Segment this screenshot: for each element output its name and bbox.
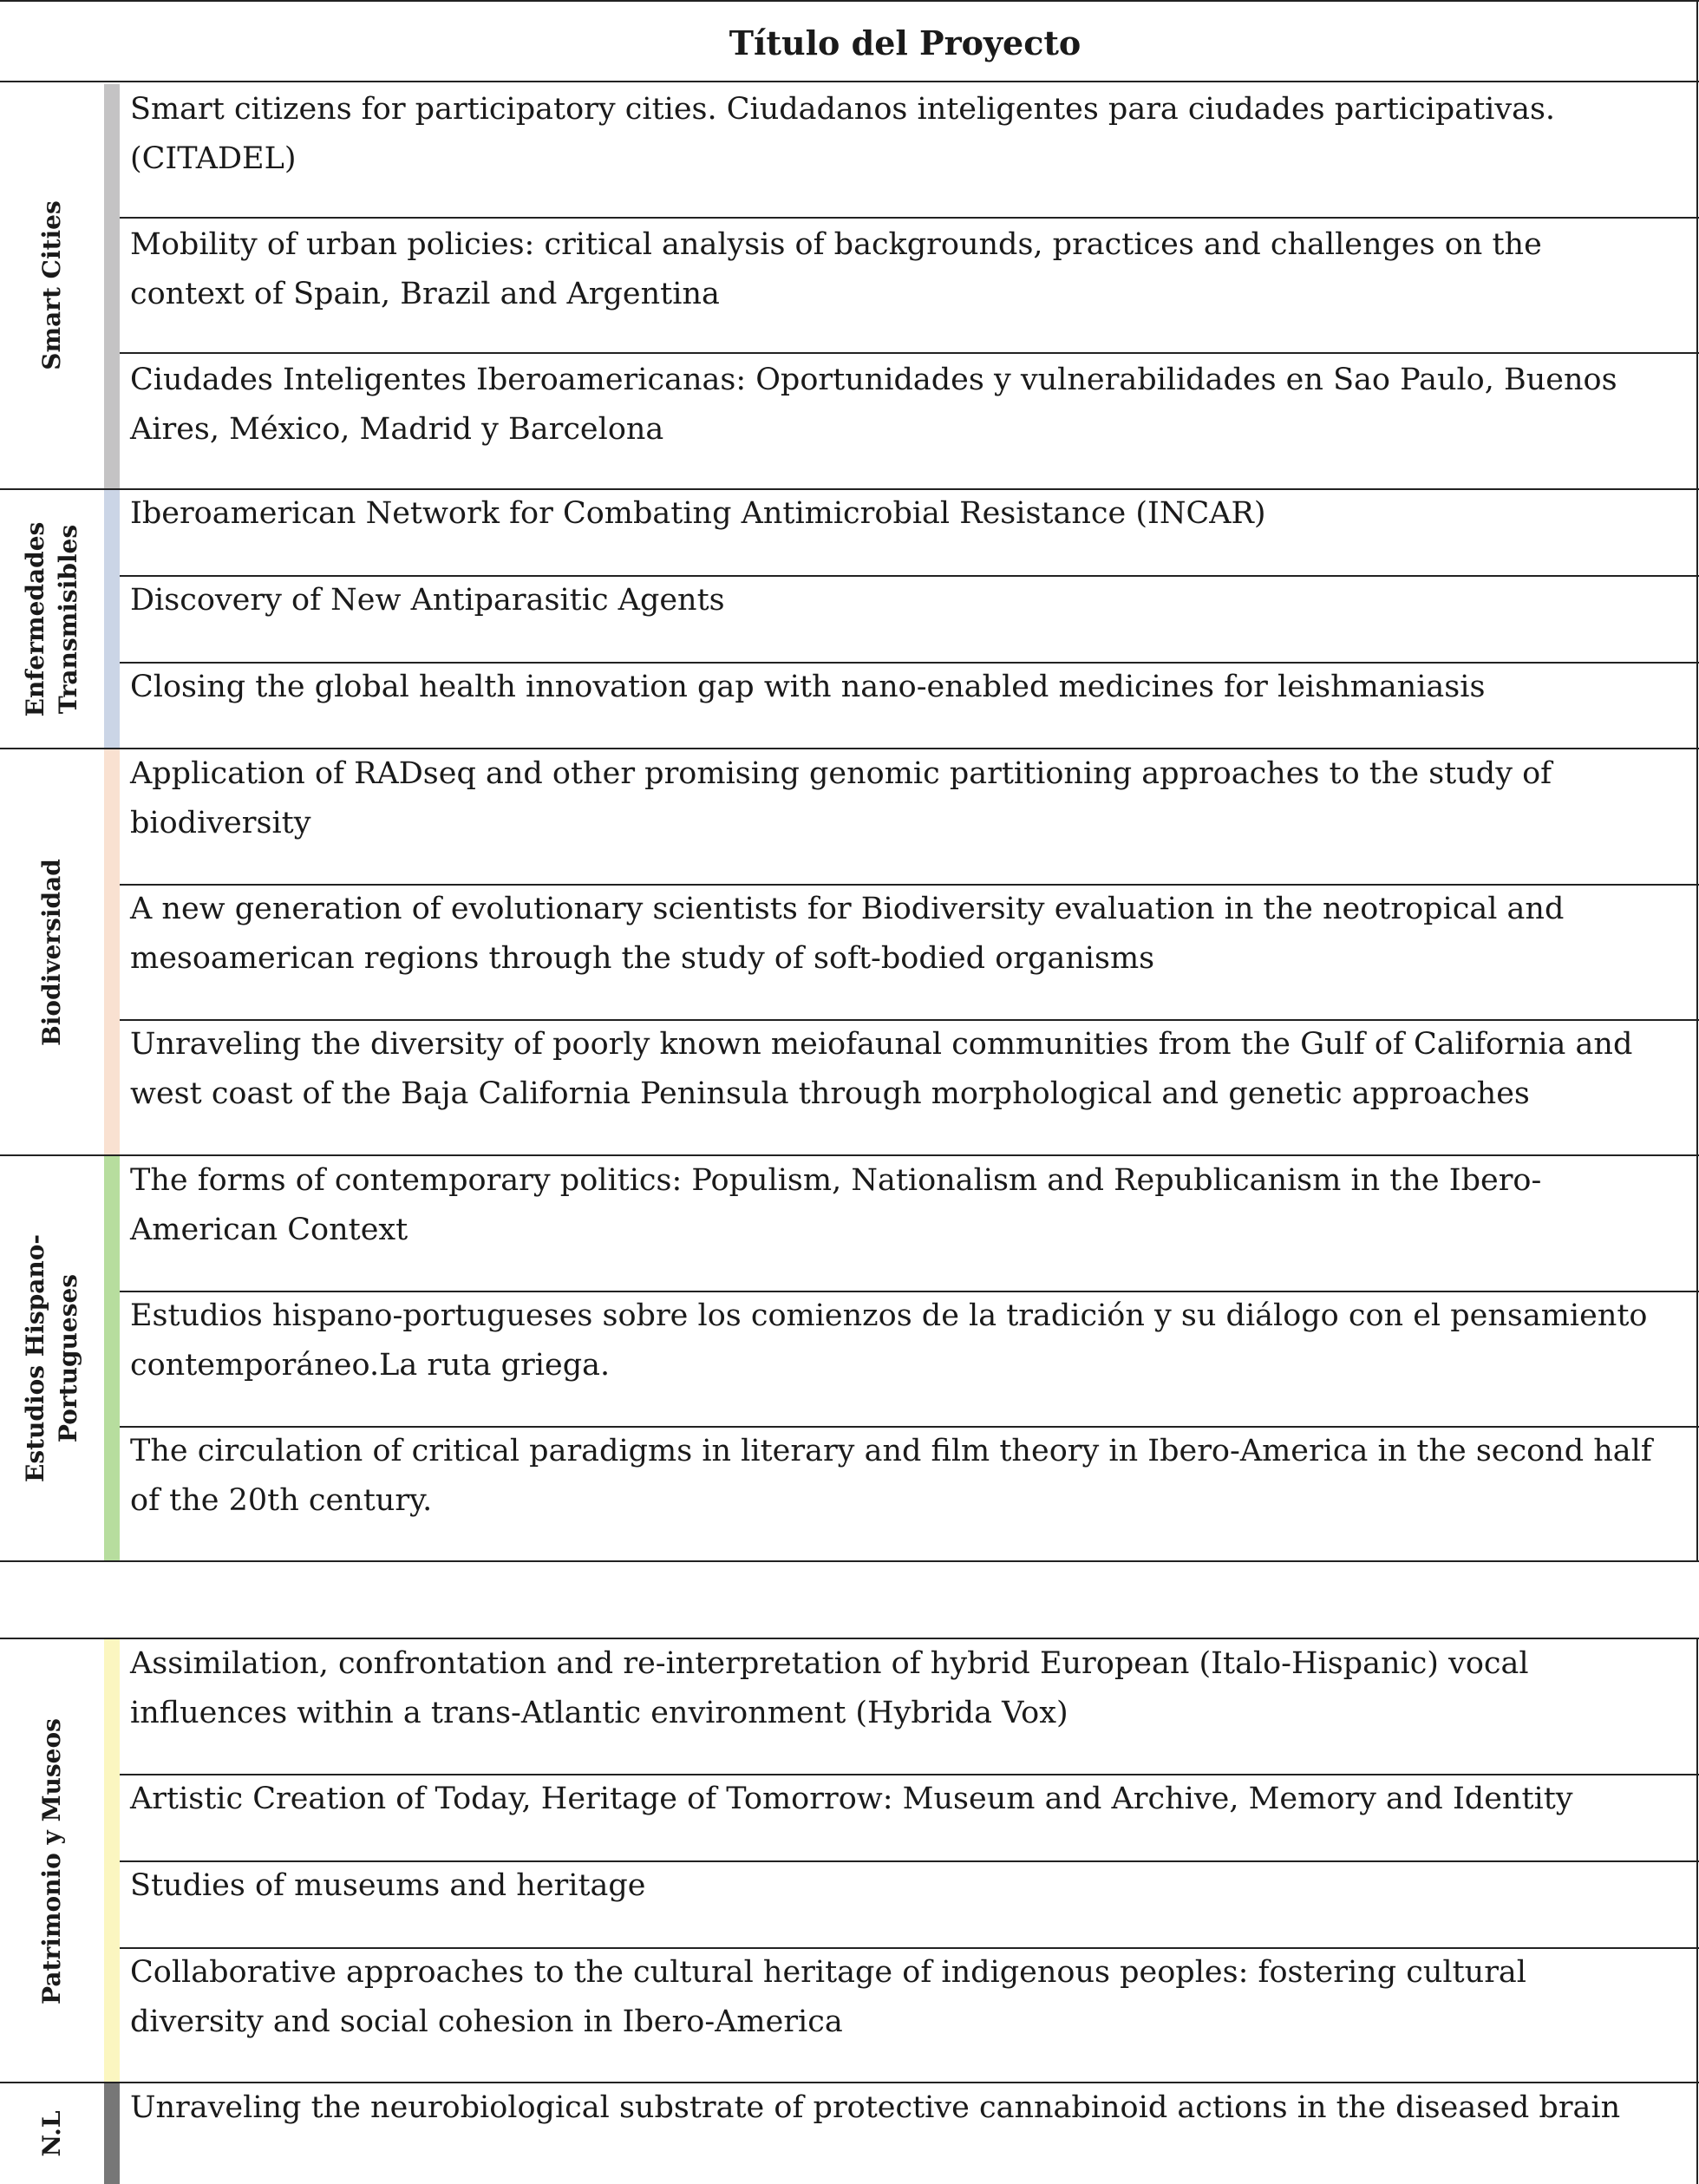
category-color-bar: [104, 490, 120, 749]
row-divider: [120, 217, 1699, 219]
category-label: Smart Cities: [37, 200, 67, 370]
category-color-bar: [104, 749, 120, 1156]
category-nl: [0, 2083, 104, 2184]
category-color-bar: [104, 2083, 120, 2184]
table-right-border: [1696, 0, 1698, 1561]
category-estudios-hispano-portugueses: [0, 1156, 104, 1560]
project-title: Application of RADseq and other promising genomic partitioning approaches to the study of biodiversity: [130, 756, 1552, 840]
table-bottom-border: [0, 1560, 1699, 1562]
category-label-line: Enfermedades: [21, 521, 50, 717]
category-label: [19, 522, 85, 717]
category-enfermedades-transmisibles: [0, 490, 104, 749]
project-title: Studies of museums and heritage: [130, 1868, 646, 1903]
category-color-bar: [104, 84, 120, 489]
project-title: Iberoamerican Network for Combating Antimicrobial Resistance (INCAR): [130, 496, 1266, 531]
category-label: [19, 1234, 85, 1482]
category-label: Biodiversidad: [37, 859, 67, 1046]
project-title: Unraveling the diversity of poorly known meiofaunal communities from the Gulf of California and west coast of the Baja California Peninsula through morphological and genetic approaches: [130, 1027, 1633, 1111]
project-title: Ciudades Inteligentes Iberoamericanas: Oportunidades y vulnerabilidades en Sao Paulo, Buenos Aires, México, Madrid y Barcelona: [130, 363, 1617, 447]
category-patrimonio-y-museos: [0, 1639, 104, 2083]
header-divider: [0, 81, 1699, 82]
table-top-border: [0, 0, 1699, 2]
table-right-border-lower: [1696, 1638, 1698, 2184]
page-title: Título del Proyecto: [729, 23, 1081, 62]
category-label-line: Transmisibles: [54, 524, 82, 715]
project-title: Discovery of New Antiparasitic Agents: [130, 583, 725, 618]
category-label-line: Estudios Hispano-: [21, 1233, 50, 1483]
category-label: Patrimonio y Museos: [37, 1718, 67, 2004]
project-title: Mobility of urban policies: critical analysis of backgrounds, practices and challenges on the context of Spain, Brazil and Argentina: [130, 227, 1542, 311]
category-smart-cities: [0, 82, 104, 488]
row-divider: [120, 352, 1699, 354]
project-title: Smart citizens for participatory cities. Ciudadanos inteligentes para ciudades participativas. (CITADEL): [130, 92, 1556, 176]
project-title: Collaborative approaches to the cultural heritage of indigenous peoples: fostering cultural diversity and social cohesion in Ibero-America: [130, 1955, 1526, 2039]
project-title: Artistic Creation of Today, Heritage of Tomorrow: Museum and Archive, Memory and Identity: [130, 1782, 1573, 1816]
category-label: N.L: [37, 2110, 67, 2157]
category-color-bar: [104, 1639, 120, 2083]
project-title: Closing the global health innovation gap with nano-enabled medicines for leishmaniasis: [130, 670, 1486, 704]
project-title: A new generation of evolutionary scientists for Biodiversity evaluation in the neotropical and mesoamerican regions through the study of soft-bodied organisms: [130, 892, 1565, 976]
project-title: The circulation of critical paradigms in literary and film theory in Ibero-America in the second half of the 20th century.: [130, 1434, 1652, 1518]
project-title: Estudios hispano-portugueses sobre los comienzos de la tradición y su diálogo con el pensamiento contemporáneo.La ruta griega.: [130, 1298, 1648, 1383]
category-label-line: Portugueses: [54, 1273, 82, 1443]
project-title: The forms of contemporary politics: Populism, Nationalism and Republicanism in the Ibero-American Context: [130, 1163, 1542, 1247]
project-title: Unraveling the neurobiological substrate of protective cannabinoid actions in the diseased brain: [130, 2090, 1621, 2125]
project-title: Assimilation, confrontation and re-interpretation of hybrid European (Italo-Hispanic) vocal influences within a trans-Atlantic environment (Hybrida Vox): [130, 1646, 1529, 1730]
category-color-bar: [104, 1156, 120, 1561]
category-biodiversidad: [0, 749, 104, 1155]
